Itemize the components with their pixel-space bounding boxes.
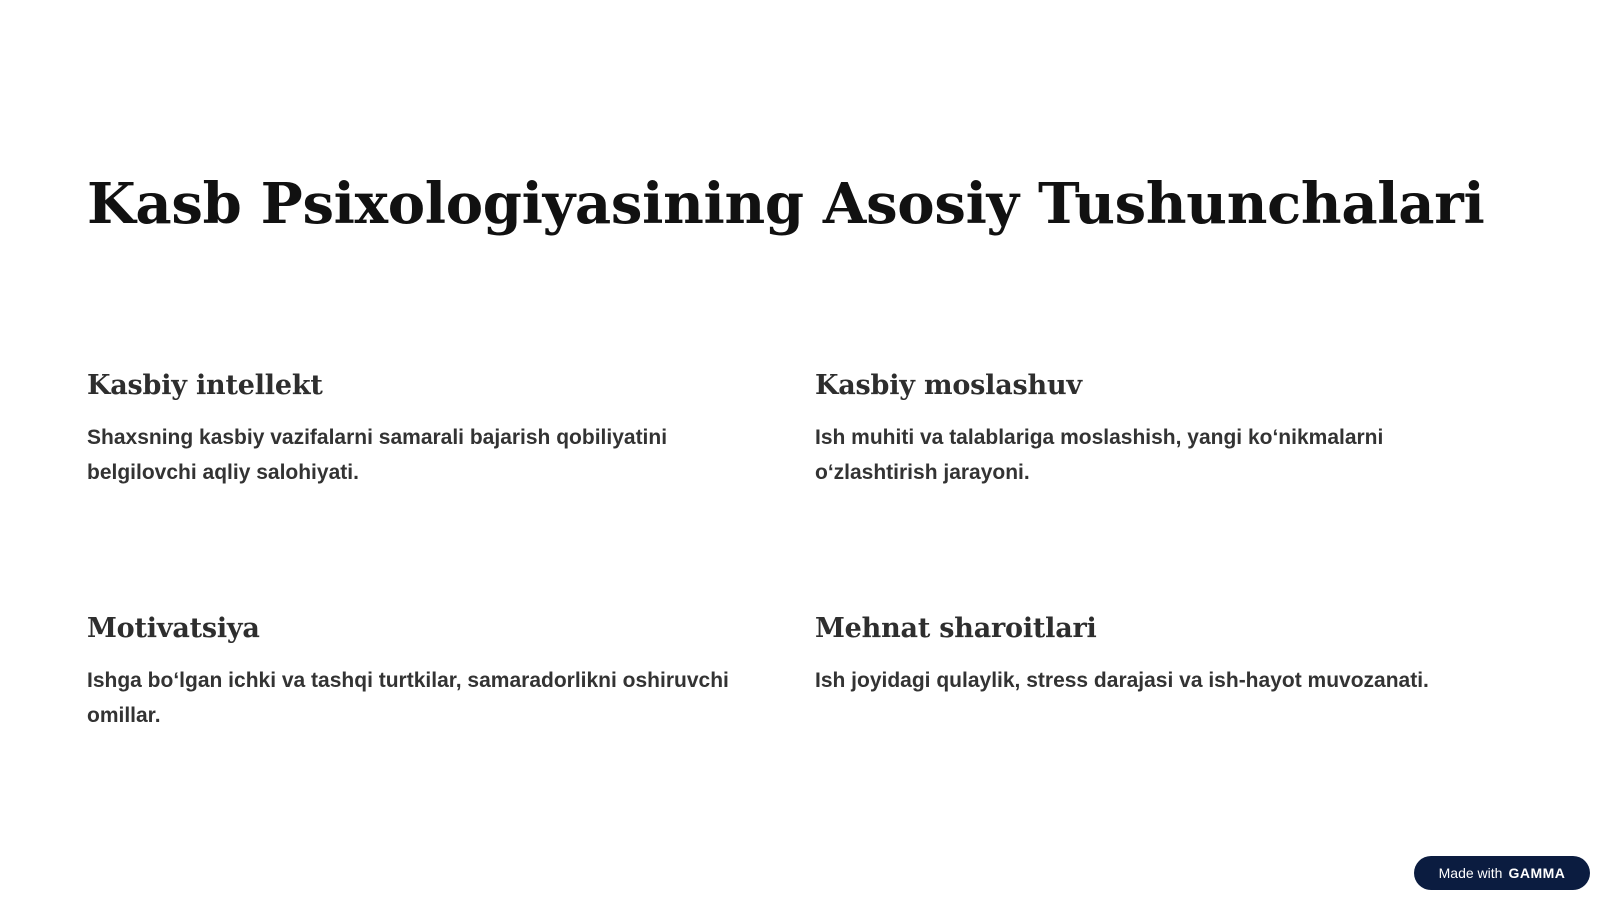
gamma-logo: GAMMA	[1508, 865, 1566, 881]
card-heading: Kasbiy moslashuv	[815, 370, 1082, 401]
card-description: Ish joyidagi qulaylik, stress darajasi va ish-hayot muvozanati.	[815, 669, 1429, 693]
concept-card-professional-adaptation	[815, 370, 1495, 490]
card-heading: Kasbiy intellekt	[87, 370, 323, 401]
badge-made-with-label: Made with	[1438, 865, 1503, 881]
concept-card-working-conditions	[815, 613, 1495, 698]
card-heading: Mehnat sharoitlari	[815, 613, 1097, 644]
card-description: Ishga bo‘lgan ichki va tashqi turtkilar, samaradorlikni oshiruvchi omillar.	[87, 669, 729, 728]
concept-card-motivation	[87, 613, 767, 733]
card-heading: Motivatsiya	[87, 613, 260, 644]
concept-card-professional-intellect	[87, 370, 767, 490]
slide-title: Kasb Psixologiyasining Asosiy Tushunchalari	[87, 171, 1485, 237]
card-description: Shaxsning kasbiy vazifalarni samarali bajarish qobiliyatini belgilovchi aqliy salohiyati.	[87, 426, 668, 485]
card-description: Ish muhiti va talablariga moslashish, yangi ko‘nikmalarni o‘zlashtirish jarayoni.	[815, 426, 1384, 485]
made-with-gamma-badge[interactable]	[1414, 856, 1590, 890]
